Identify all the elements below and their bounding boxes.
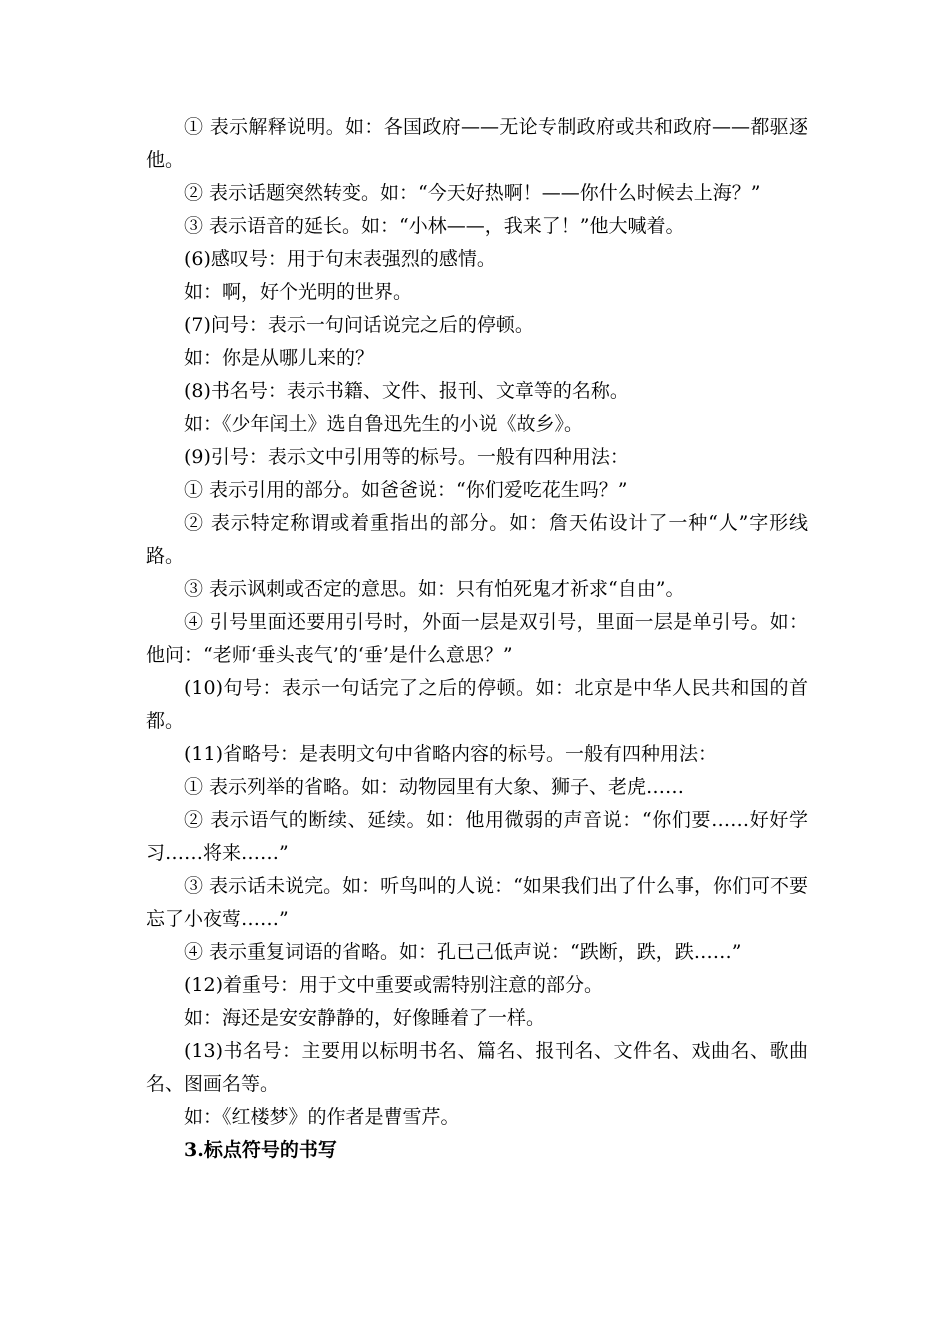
document-body xyxy=(146,111,808,1167)
paragraph: (6)感叹号：用于句末表强烈的感情。 xyxy=(184,248,496,270)
paragraph: 如：啊，好个光明的世界。 xyxy=(184,281,413,303)
paragraph: (8)书名号：表示书籍、文件、报刊、文章等的名称。 xyxy=(184,380,629,402)
paragraph: ④ 表示重复词语的省略。如：孔已己低声说：“跌断，跌，跌……” xyxy=(184,941,742,963)
paragraph: (12)着重号：用于文中重要或需特别注意的部分。 xyxy=(184,974,604,996)
paragraph: (10)句号：表示一句话完了之后的停顿。如：北京是中华人民共和国的首都。 xyxy=(146,677,808,732)
paragraph: ③ 表示语音的延长。如：“小林——，我来了！”他大喊着。 xyxy=(184,215,685,237)
paragraph: (9)引号：表示文中引用等的标号。一般有四种用法： xyxy=(184,446,629,468)
paragraph: (11)省略号：是表明文句中省略内容的标号。一般有四种用法： xyxy=(184,743,718,765)
paragraph: ① 表示解释说明。如：各国政府——无论专制政府或共和政府——都驱逐他。 xyxy=(146,116,808,171)
section-heading: 3.标点符号的书写 xyxy=(184,1139,337,1161)
paragraph: 如：海还是安安静静的，好像睡着了一样。 xyxy=(184,1007,546,1029)
paragraph: ③ 表示讽刺或否定的意思。如：只有怕死鬼才祈求“自由”。 xyxy=(184,578,685,600)
paragraph: ① 表示列举的省略。如：动物园里有大象、狮子、老虎…… xyxy=(184,776,685,798)
paragraph: ④ 引号里面还要用引号时，外面一层是双引号，里面一层是单引号。如：他问：“老师‘垂头丧气’的‘垂’是什么意思？” xyxy=(146,611,808,666)
paragraph: ② 表示特定称谓或着重指出的部分。如：詹天佑设计了一种“人”字形线路。 xyxy=(146,512,808,567)
paragraph: 如：《红楼梦》的作者是曹雪芹。 xyxy=(184,1106,460,1128)
paragraph: (7)问号：表示一句问话说完之后的停顿。 xyxy=(184,314,534,336)
paragraph: ① 表示引用的部分。如爸爸说：“你们爱吃花生吗？” xyxy=(184,479,628,501)
paragraph: ③ 表示话未说完。如：听鸟叫的人说：“如果我们出了什么事，你们可不要忘了小夜莺……” xyxy=(146,875,808,930)
paragraph: (13)书名号：主要用以标明书名、篇名、报刊名、文件名、戏曲名、歌曲名、图画名等。 xyxy=(146,1040,808,1095)
paragraph: ② 表示话题突然转变。如：“今天好热啊！——你什么时候去上海？” xyxy=(184,182,761,204)
paragraph: 如：你是从哪儿来的？ xyxy=(184,347,375,369)
paragraph: ② 表示语气的断续、延续。如：他用微弱的声音说：“你们要……好好学习……将来……” xyxy=(146,809,808,864)
paragraph: 如：《少年闰土》选自鲁迅先生的小说《故乡》。 xyxy=(184,413,584,435)
